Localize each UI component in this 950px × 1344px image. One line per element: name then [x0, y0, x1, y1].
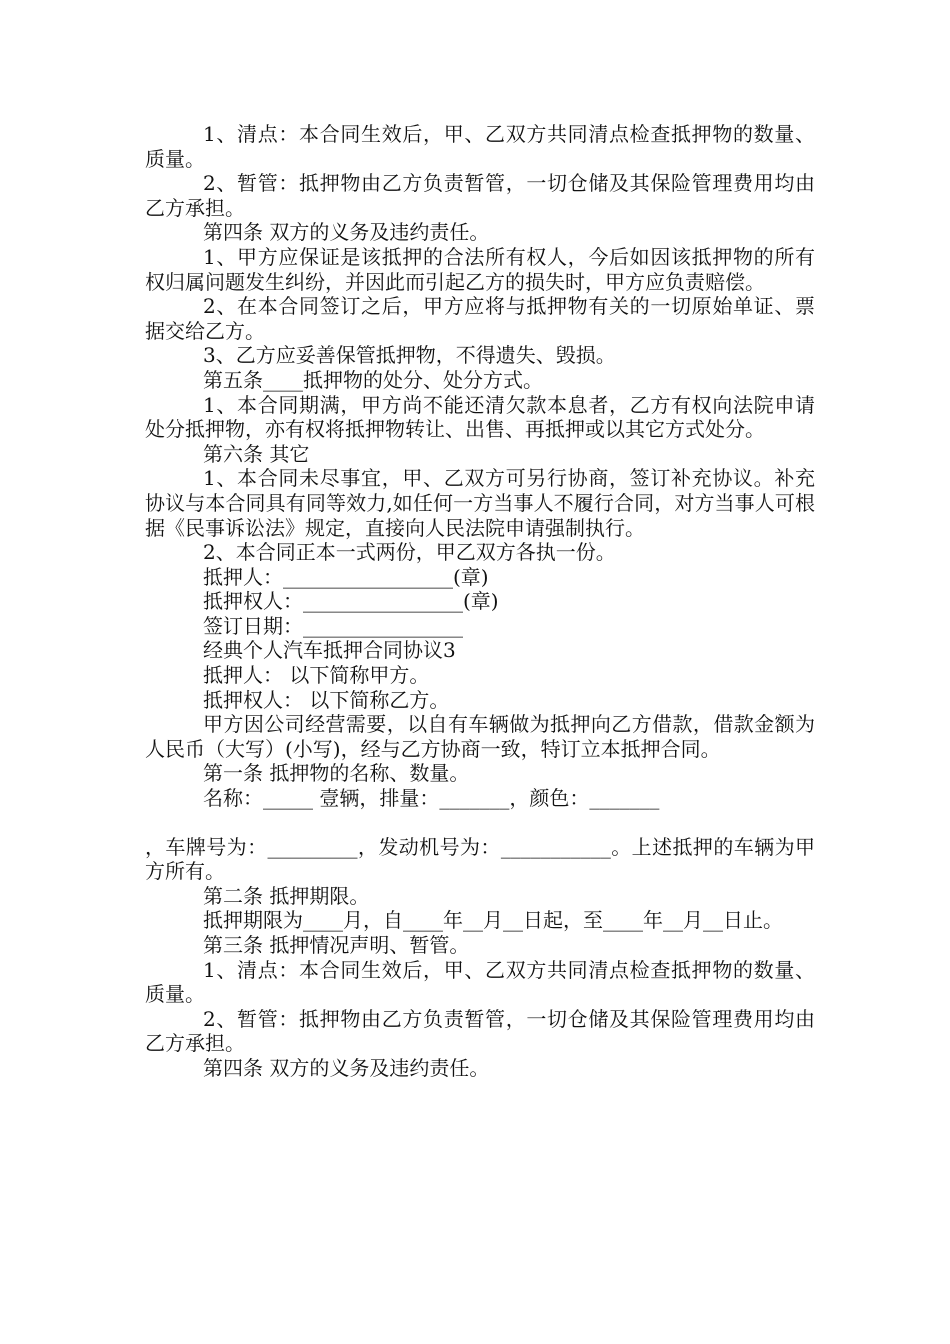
section-heading: 第四条 双方的义务及违约责任。 [203, 1055, 490, 1080]
party-mortgagor: 抵押人： 以下简称甲方。 [203, 663, 430, 688]
paragraph: 抵押期限为____月，自____年__月__日起，至____年__月__日止。 [203, 908, 783, 933]
vehicle-fields-continued: ，车牌号为：_________，发动机号为：___________。上述抵押的车辆为甲方所有。 [145, 834, 815, 884]
section-heading: 第一条 抵押物的名称、数量。 [203, 761, 470, 786]
paragraph: 1、甲方应保证是该抵押的合法所有权人，今后如因该抵押物的所有权归属问题发生纠纷，并因此而引起乙方的损失时，甲方应负责赔偿。 [145, 244, 815, 294]
paragraph: 1、清点：本合同生效后，甲、乙双方共同清点检查抵押物的数量、质量。 [145, 957, 815, 1007]
section-heading: 第四条 双方的义务及违约责任。 [203, 220, 490, 245]
document-title: 经典个人汽车抵押合同协议3 [203, 638, 456, 663]
signing-date-line: 签订日期：________________ [203, 613, 463, 638]
paragraph: 1、本合同未尽事宜，甲、乙双方可另行协商，签订补充协议。补充协议与本合同具有同等效力,如任何一方当事人不履行合同，对方当事人可根据《民事诉讼法》规定，直接向人民法院申请强制执行。 [145, 466, 815, 540]
paragraph: 3、乙方应妥善保管抵押物，不得遗失、毁损。 [203, 343, 616, 368]
party-mortgagee: 抵押权人： 以下简称乙方。 [203, 687, 450, 712]
paragraph: 2、在本合同签订之后，甲方应将与抵押物有关的一切原始单证、票据交给乙方。 [145, 294, 815, 343]
signature-line-mortgagor: 抵押人：_________________(章) [203, 564, 489, 589]
signature-line-mortgagee: 抵押权人：________________(章) [203, 589, 499, 614]
section-heading: 第二条 抵押期限。 [203, 883, 370, 908]
section-heading: 第五条____抵押物的处分、处分方式。 [203, 367, 543, 392]
document-body [145, 122, 815, 1081]
paragraph: 2、暂管：抵押物由乙方负责暂管，一切仓储及其保险管理费用均由乙方承担。 [145, 1006, 815, 1056]
paragraph: 1、清点：本合同生效后，甲、乙双方共同清点检查抵押物的数量、质量。 [145, 122, 815, 171]
blank-spacer [145, 811, 815, 835]
vehicle-fields-line: 名称：_____ 壹辆，排量：_______，颜色：_______ [203, 786, 660, 811]
section-heading: 第六条 其它 [203, 441, 310, 466]
paragraph: 甲方因公司经营需要，以自有车辆做为抵押向乙方借款，借款金额为人民币（大写）(小写)，经与乙方协商一致，特订立本抵押合同。 [145, 712, 815, 761]
paragraph: 1、本合同期满，甲方尚不能还清欠款本息者，乙方有权向法院申请处分抵押物，亦有权将抵押物转让、出售、再抵押或以其它方式处分。 [145, 392, 815, 442]
paragraph: 2、本合同正本一式两份，甲乙双方各执一份。 [203, 540, 616, 565]
paragraph: 2、暂管：抵押物由乙方负责暂管，一切仓储及其保险管理费用均由乙方承担。 [145, 171, 815, 220]
section-heading: 第三条 抵押情况声明、暂管。 [203, 933, 470, 957]
